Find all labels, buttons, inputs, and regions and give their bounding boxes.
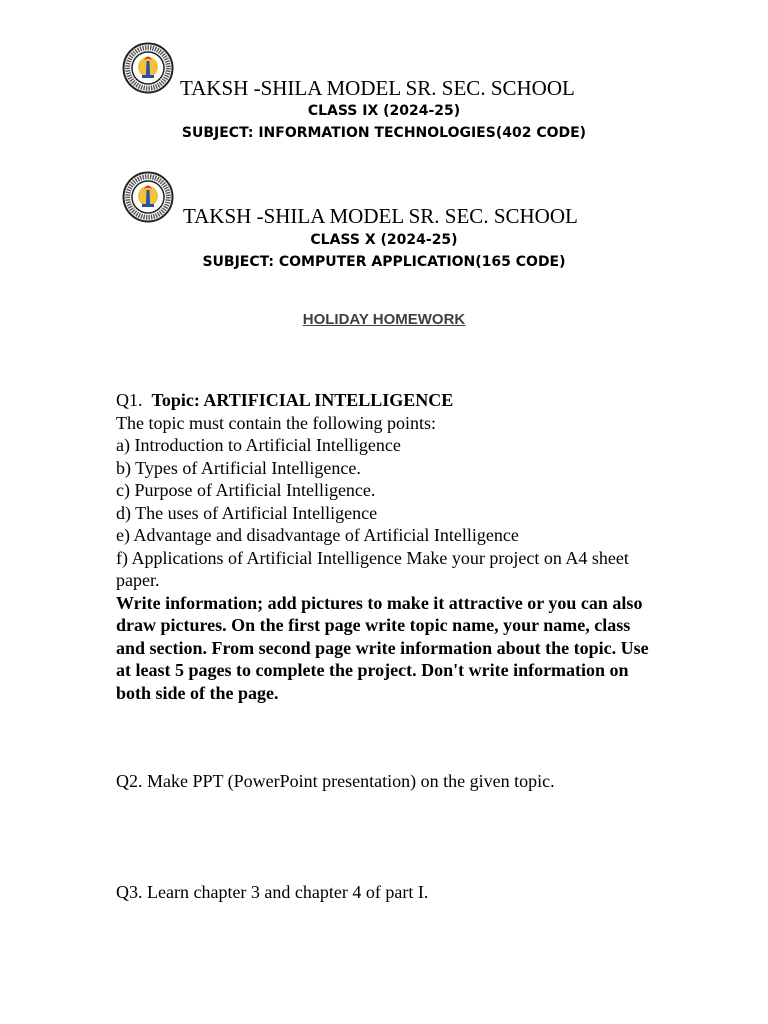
question-1-intro: The topic must contain the following points: xyxy=(116,412,436,433)
question-1-instructions: Write information; add pictures to make it attractive or you can also draw pictures. On the first page write topic name, your name, class and section. From second page write information about the topic. Use at least 5 pages to complete the project. Don't write information on both side of the page. xyxy=(116,592,649,703)
question-1-label: Q1. xyxy=(116,390,143,410)
school-name: TAKSH -SHILA MODEL SR. SEC. SCHOOL xyxy=(183,204,578,228)
school-name: TAKSH -SHILA MODEL SR. SEC. SCHOOL xyxy=(180,76,575,100)
subject-line: SUBJECT: COMPUTER APPLICATION(165 CODE) xyxy=(202,254,566,270)
list-item: f) Applications of Artificial Intelligence Make your project on A4 sheet paper. xyxy=(116,547,629,590)
school-emblem-icon xyxy=(122,42,174,94)
subject-line: SUBJECT: INFORMATION TECHNOLOGIES(402 CODE) xyxy=(181,125,587,141)
class-line: CLASS IX (2024-25) xyxy=(307,103,461,119)
list-item: a) Introduction to Artificial Intelligence xyxy=(116,435,401,455)
question-1-topic: Topic: ARTIFICIAL INTELLIGENCE xyxy=(151,390,454,410)
list-item: b) Types of Artificial Intelligence. xyxy=(116,457,361,478)
question-2: Q2. Make PPT (PowerPoint presentation) on the given topic. xyxy=(116,771,555,791)
list-item: e) Advantage and disadvantage of Artificial Intelligence xyxy=(116,525,519,545)
list-item: d) The uses of Artificial Intelligence xyxy=(116,502,378,523)
question-1 xyxy=(116,389,661,704)
question-3: Q3. Learn chapter 3 and chapter 4 of part I. xyxy=(116,882,429,902)
list-item: c) Purpose of Artificial Intelligence. xyxy=(116,480,376,500)
page-title: HOLIDAY HOMEWORK xyxy=(302,311,466,328)
class-line: CLASS X (2024-25) xyxy=(310,232,458,248)
school-emblem-icon xyxy=(122,171,174,223)
question-1-heading xyxy=(116,389,661,412)
